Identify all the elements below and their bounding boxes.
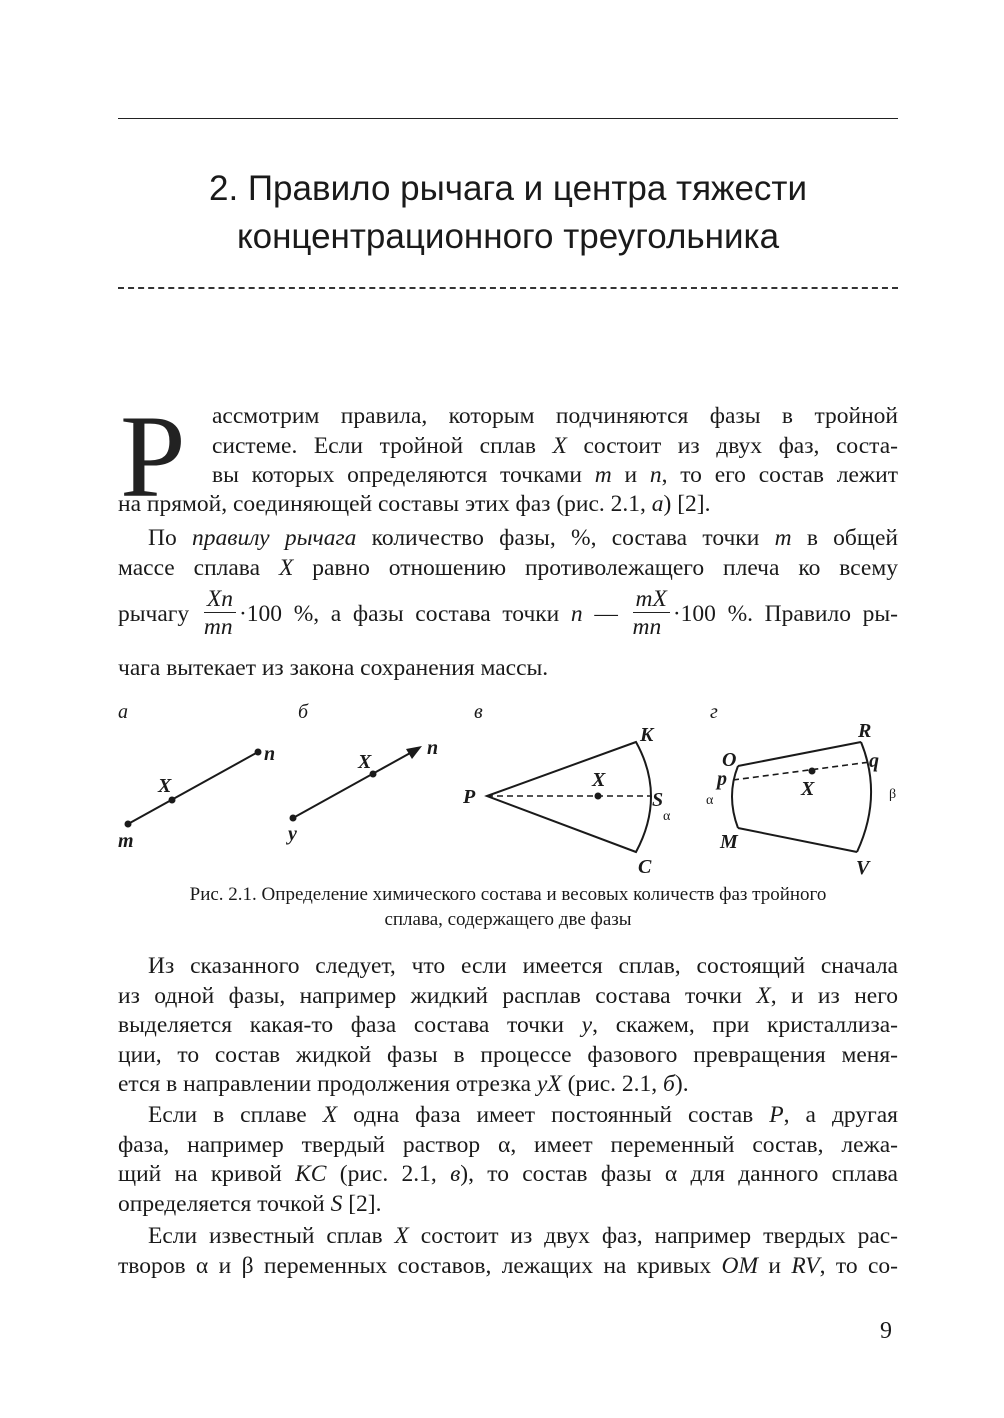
line-mv <box>738 828 857 852</box>
sector-pkc <box>487 742 651 852</box>
label-x: X <box>158 775 172 797</box>
p5-line-2: творов α и β переменных составов, лежащих на кривых OM и RV, то со- <box>118 1252 899 1279</box>
p3-line-3: выделяется какая-то фаза состава точки y, скажем, при кристаллиза- <box>118 1012 898 1038</box>
curve-om <box>732 766 738 828</box>
arrow-head <box>406 746 422 759</box>
label-m: M <box>720 831 738 853</box>
p2-line-1: По правилу рычага количество фазы, %, состава точки m в общей <box>148 525 898 551</box>
caption-line-1: Рис. 2.1. Определение химического состава и весовых количеств фаз тройного <box>189 884 827 905</box>
line-yx <box>293 752 412 818</box>
label-n: n <box>427 737 439 759</box>
panel-label-b: б <box>298 701 309 723</box>
panel-label-a: а <box>118 701 128 723</box>
p3-line-2: из одной фазы, например жидкий расплав состава точки X, и из него <box>118 982 899 1009</box>
label-y: y <box>288 823 297 845</box>
fraction-mx-mn: $\frac{mX}{mn}$ <box>633 586 670 641</box>
label-x: X <box>358 751 372 773</box>
panel-label-v: в <box>474 701 483 723</box>
figure-caption <box>118 882 898 932</box>
point-x <box>169 797 176 804</box>
panel-v-sector <box>462 724 671 878</box>
p1-line-4: на прямой, соединяющей составы этих фаз (рис. 2.1, а) [2]. <box>118 491 711 517</box>
label-alpha: α <box>706 793 714 808</box>
label-n: n <box>264 743 276 765</box>
label-o: O <box>722 749 737 771</box>
panel-a-lever <box>118 743 275 852</box>
paragraph-4 <box>118 1101 898 1219</box>
lever-line-mn <box>128 752 258 824</box>
panel-b-direction <box>286 737 438 845</box>
drop-cap: Р <box>120 391 186 522</box>
label-r: R <box>858 720 872 742</box>
p4-line-3: щий на кривой KC (рис. 2.1, в), то состав фазы α для данного сплава <box>118 1161 898 1187</box>
label-x: X <box>801 778 815 800</box>
label-p: P <box>463 786 476 808</box>
label-q: q <box>869 750 879 772</box>
label-p: p <box>717 768 727 790</box>
label-x: X <box>592 769 606 791</box>
p3-line-4: ции, то состав жидкой фазы в процессе фазового превращения меня- <box>118 1041 898 1068</box>
paragraph-5 <box>118 1222 898 1281</box>
fraction-xn-mn: $\frac{Xn}{mn}$ <box>204 586 236 641</box>
caption-line-2: сплава, содержащего две фазы <box>384 909 632 930</box>
p2-line-3: рычагу $\frac{Xn}{mn}$ ·100 %, а фазы состава точки n — $\frac{mX}{mn}$ ·100 %. Правило ры- <box>118 586 899 641</box>
paragraph-3 <box>118 952 898 1100</box>
label-c: C <box>638 856 652 878</box>
p3-line-1: Из сказанного следует, что если имеется сплав, состоящий сначала <box>148 953 898 979</box>
label-m: m <box>118 830 134 852</box>
p4-line-2: фаза, например твердый раствор α, имеет переменный состав, лежа- <box>118 1131 898 1158</box>
label-k: K <box>640 724 654 746</box>
point-x <box>595 793 602 800</box>
p2-line-4: чага вытекает из закона сохранения массы. <box>118 655 549 681</box>
label-alpha: α <box>663 809 671 824</box>
p3-line-5: ется в направлении продолжения отрезка yX (рис. 2.1, б). <box>118 1071 689 1097</box>
p4-line-1: Если в сплаве X одна фаза имеет постоянный состав P, а другая <box>148 1102 898 1128</box>
p5-line-1: Если известный сплав X состоит из двух фаз, например твердых рас- <box>148 1223 898 1249</box>
label-s: S <box>652 789 664 811</box>
panel-g-region <box>706 720 896 879</box>
heading-line-1: 2. Правило рычага и центра тяжести <box>208 169 807 208</box>
point-n <box>255 749 262 756</box>
point-y <box>290 815 297 822</box>
p1-line-1: ассмотрим правила, которым подчиняются фазы в тройной <box>212 403 898 429</box>
p2-line-2: массе сплава X равно отношению противолежащего плеча ко всему <box>118 554 898 581</box>
p1-line-3: вы которых определяются точками m и n, то его состав лежит <box>212 462 899 488</box>
heading-line-2: концентрационного треугольника <box>236 217 780 256</box>
line-or <box>738 742 861 766</box>
label-v: V <box>856 857 870 879</box>
panel-label-g: г <box>710 701 718 723</box>
point-m <box>125 821 132 828</box>
point-x <box>809 768 816 775</box>
page-number: 9 <box>880 1318 892 1344</box>
p4-line-4: определяется точкой S [2]. <box>118 1190 382 1217</box>
label-beta: β <box>889 787 897 802</box>
p1-line-2: системе. Если тройной сплав X состоит из двух фаз, соста- <box>212 432 898 459</box>
